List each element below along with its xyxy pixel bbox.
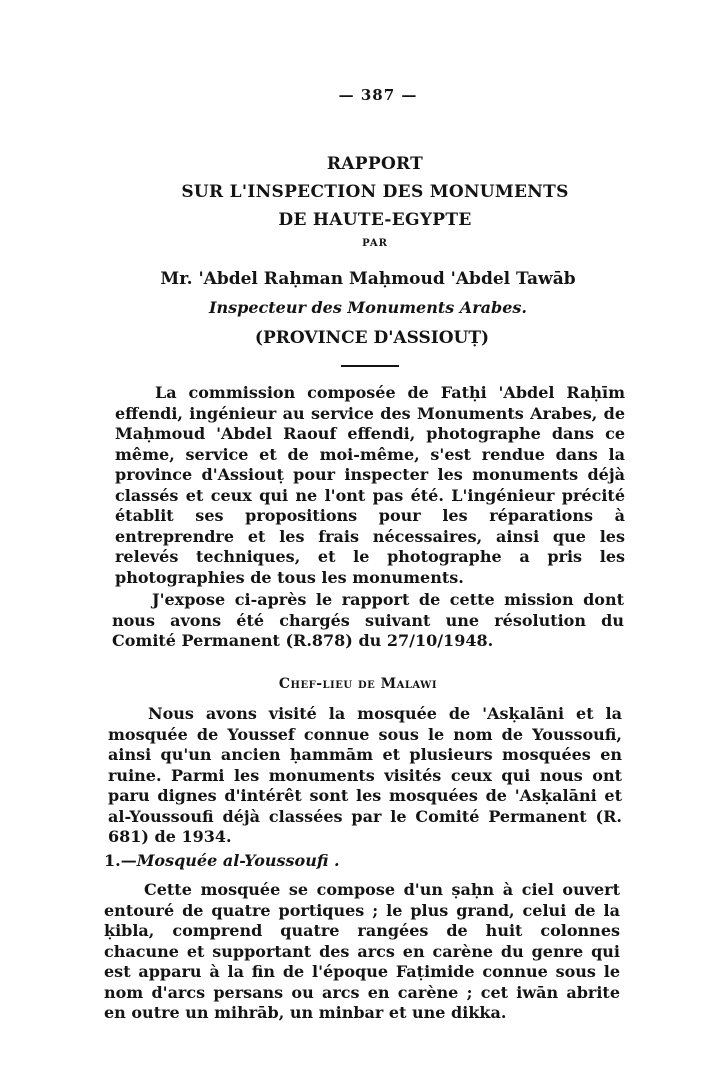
byline-par: PAR	[362, 238, 388, 249]
paragraph-text: La commission composée de Fatḥi 'Abdel Raḥīm effendi, ingénieur au service des Monuments Arabes, de Maḥmoud 'Abdel Raouf effendi, photographe dans ce même, service et de moi-même, s'est rendue dans la province d'Assiouṭ pour inspecter les monuments déjà classés et ceux qui ne l'ont pas été. L'ingénieur précité établit ses propositions pour les réparations à entreprendre et les frais nécessaires, ainsi que les relevés techniques, et le photographe a pris les photographies de tous les monuments.	[115, 383, 625, 587]
section-heading-malawi: Chef-lieu de Malawi	[278, 676, 438, 692]
paragraph-text: J'expose ci-après le rapport de cette mission dont nous avons été chargés suivant une résolution du Comité Permanent (R.878) du 27/10/1948.	[112, 590, 624, 650]
author-role: Inspecteur des Monuments Arabes.	[209, 298, 527, 317]
title-line-1: RAPPORT	[326, 154, 424, 174]
page-number: — 387 —	[338, 86, 418, 104]
province-heading: (PROVINCE D'ASSIOUṬ)	[254, 328, 490, 348]
author-name: Mr. 'Abdel Raḥman Maḥmoud 'Abdel Tawāb	[160, 269, 576, 289]
subheading-title: Mosquée al-Youssoufi .	[136, 851, 340, 870]
paragraph-commission	[115, 383, 625, 588]
subheading-number: 1.—	[104, 851, 137, 870]
subheading-mosque	[104, 851, 340, 870]
title-line-3: DE HAUTE-EGYPTE	[278, 210, 472, 230]
paragraph-text: Cette mosquée se compose d'un ṣaḥn à ciel ouvert entouré de quatre portiques ; le plus grand, celui de la ḳibla, comprend quatre rangées de huit colonnes chacune et supportant des arcs en carène du genre qui est apparu à la fin de l'époque Faṭimide connue sous le nom d'arcs persans ou arcs en carène ; cet iwān abrite en outre un mihrāb, un minbar et une dikka.	[104, 880, 620, 1022]
paragraph-text: Nous avons visité la mosquée de 'Asḳalāni et la mosquée de Youssef connue sous le nom de Youssoufi, ainsi qu'un ancien ḥammām et plusieurs mosquées en ruine. Parmi les monuments visités ceux qui nous ont paru dignes d'intérêt sont les mosquées de 'Asḳalāni et al-Youssoufi déjà classées par le Comité Permanent (R. 681) de 1934.	[108, 704, 622, 846]
paragraph-mosque-description	[104, 880, 620, 1024]
paragraph-mission	[112, 590, 624, 652]
divider-rule	[341, 365, 399, 367]
paragraph-visit	[108, 704, 622, 848]
report-title	[0, 150, 720, 234]
title-line-2: SUR L'INSPECTION DES MONUMENTS	[181, 182, 569, 202]
